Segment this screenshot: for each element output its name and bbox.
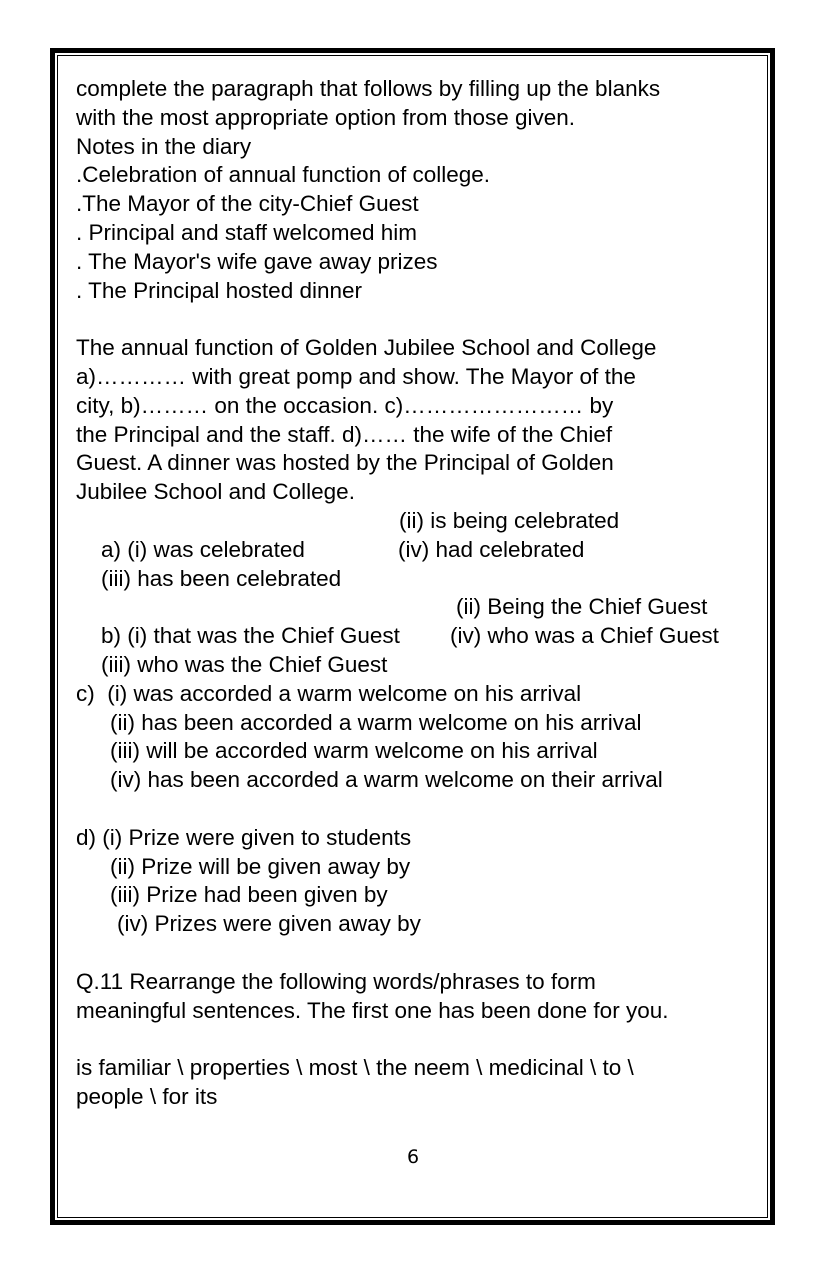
option-b-i: b) (i) that was the Chief Guest <box>101 623 400 649</box>
q11-words-line-1: is familiar \ properties \ most \ the neem \ medicinal \ to \ <box>76 1055 634 1081</box>
intro-line-2: with the most appropriate option from those given. <box>76 104 576 130</box>
option-c-ii: (ii) has been accorded a warm welcome on his arrival <box>110 709 642 735</box>
option-d-iv: (iv) Prizes were given away by <box>117 911 421 937</box>
option-d-iii: (iii) Prize had been given by <box>110 882 388 908</box>
q11-line-1: Q.11 Rearrange the following words/phrases to form <box>76 968 596 994</box>
note-item: .Celebration of annual function of college. <box>76 162 491 188</box>
option-b-iii: (iii) who was the Chief Guest <box>101 651 388 677</box>
option-c-iv: (iv) has been accorded a warm welcome on their arrival <box>110 767 663 793</box>
page-number: 6 <box>406 1146 420 1168</box>
option-c-i: c) (i) was accorded a warm welcome on his arrival <box>76 680 582 706</box>
notes-heading: Notes in the diary <box>76 133 252 159</box>
paragraph-line: a)………… with great pomp and show. The Mayor of the <box>76 363 636 389</box>
option-a-i: a) (i) was celebrated <box>101 536 305 562</box>
note-item: . The Mayor's wife gave away prizes <box>76 248 438 274</box>
q11-line-2: meaningful sentences. The first one has been done for you. <box>76 997 669 1023</box>
intro-line-1: complete the paragraph that follows by filling up the blanks <box>76 76 661 101</box>
option-b-iv: (iv) who was a Chief Guest <box>450 623 719 649</box>
page-content <box>76 75 766 1112</box>
paragraph-line: the Principal and the staff. d)…… the wife of the Chief <box>76 421 613 447</box>
note-item: . Principal and staff welcomed him <box>76 219 417 245</box>
note-item: . The Principal hosted dinner <box>76 277 363 303</box>
paragraph-line: Guest. A dinner was hosted by the Principal of Golden <box>76 450 614 476</box>
option-b-row-2 <box>76 622 766 677</box>
option-b-ii: (ii) Being the Chief Guest <box>456 594 708 620</box>
note-item: .The Mayor of the city-Chief Guest <box>76 191 419 217</box>
option-a-row-2 <box>76 536 766 591</box>
option-a-iii: (iii) has been celebrated <box>101 565 342 591</box>
paragraph-line: The annual function of Golden Jubilee School and College <box>76 335 657 361</box>
option-a-iv: (iv) had celebrated <box>398 536 585 562</box>
option-d-i: d) (i) Prize were given to students <box>76 824 412 850</box>
paragraph-line: Jubilee School and College. <box>76 479 355 505</box>
option-a-ii: (ii) is being celebrated <box>399 507 620 533</box>
q11-words-line-2: people \ for its <box>76 1083 218 1109</box>
option-d-ii: (ii) Prize will be given away by <box>110 853 411 879</box>
paragraph-line: city, b)……… on the occasion. c)…………………… by <box>76 392 614 418</box>
option-c-iii: (iii) will be accorded warm welcome on his arrival <box>110 738 598 764</box>
